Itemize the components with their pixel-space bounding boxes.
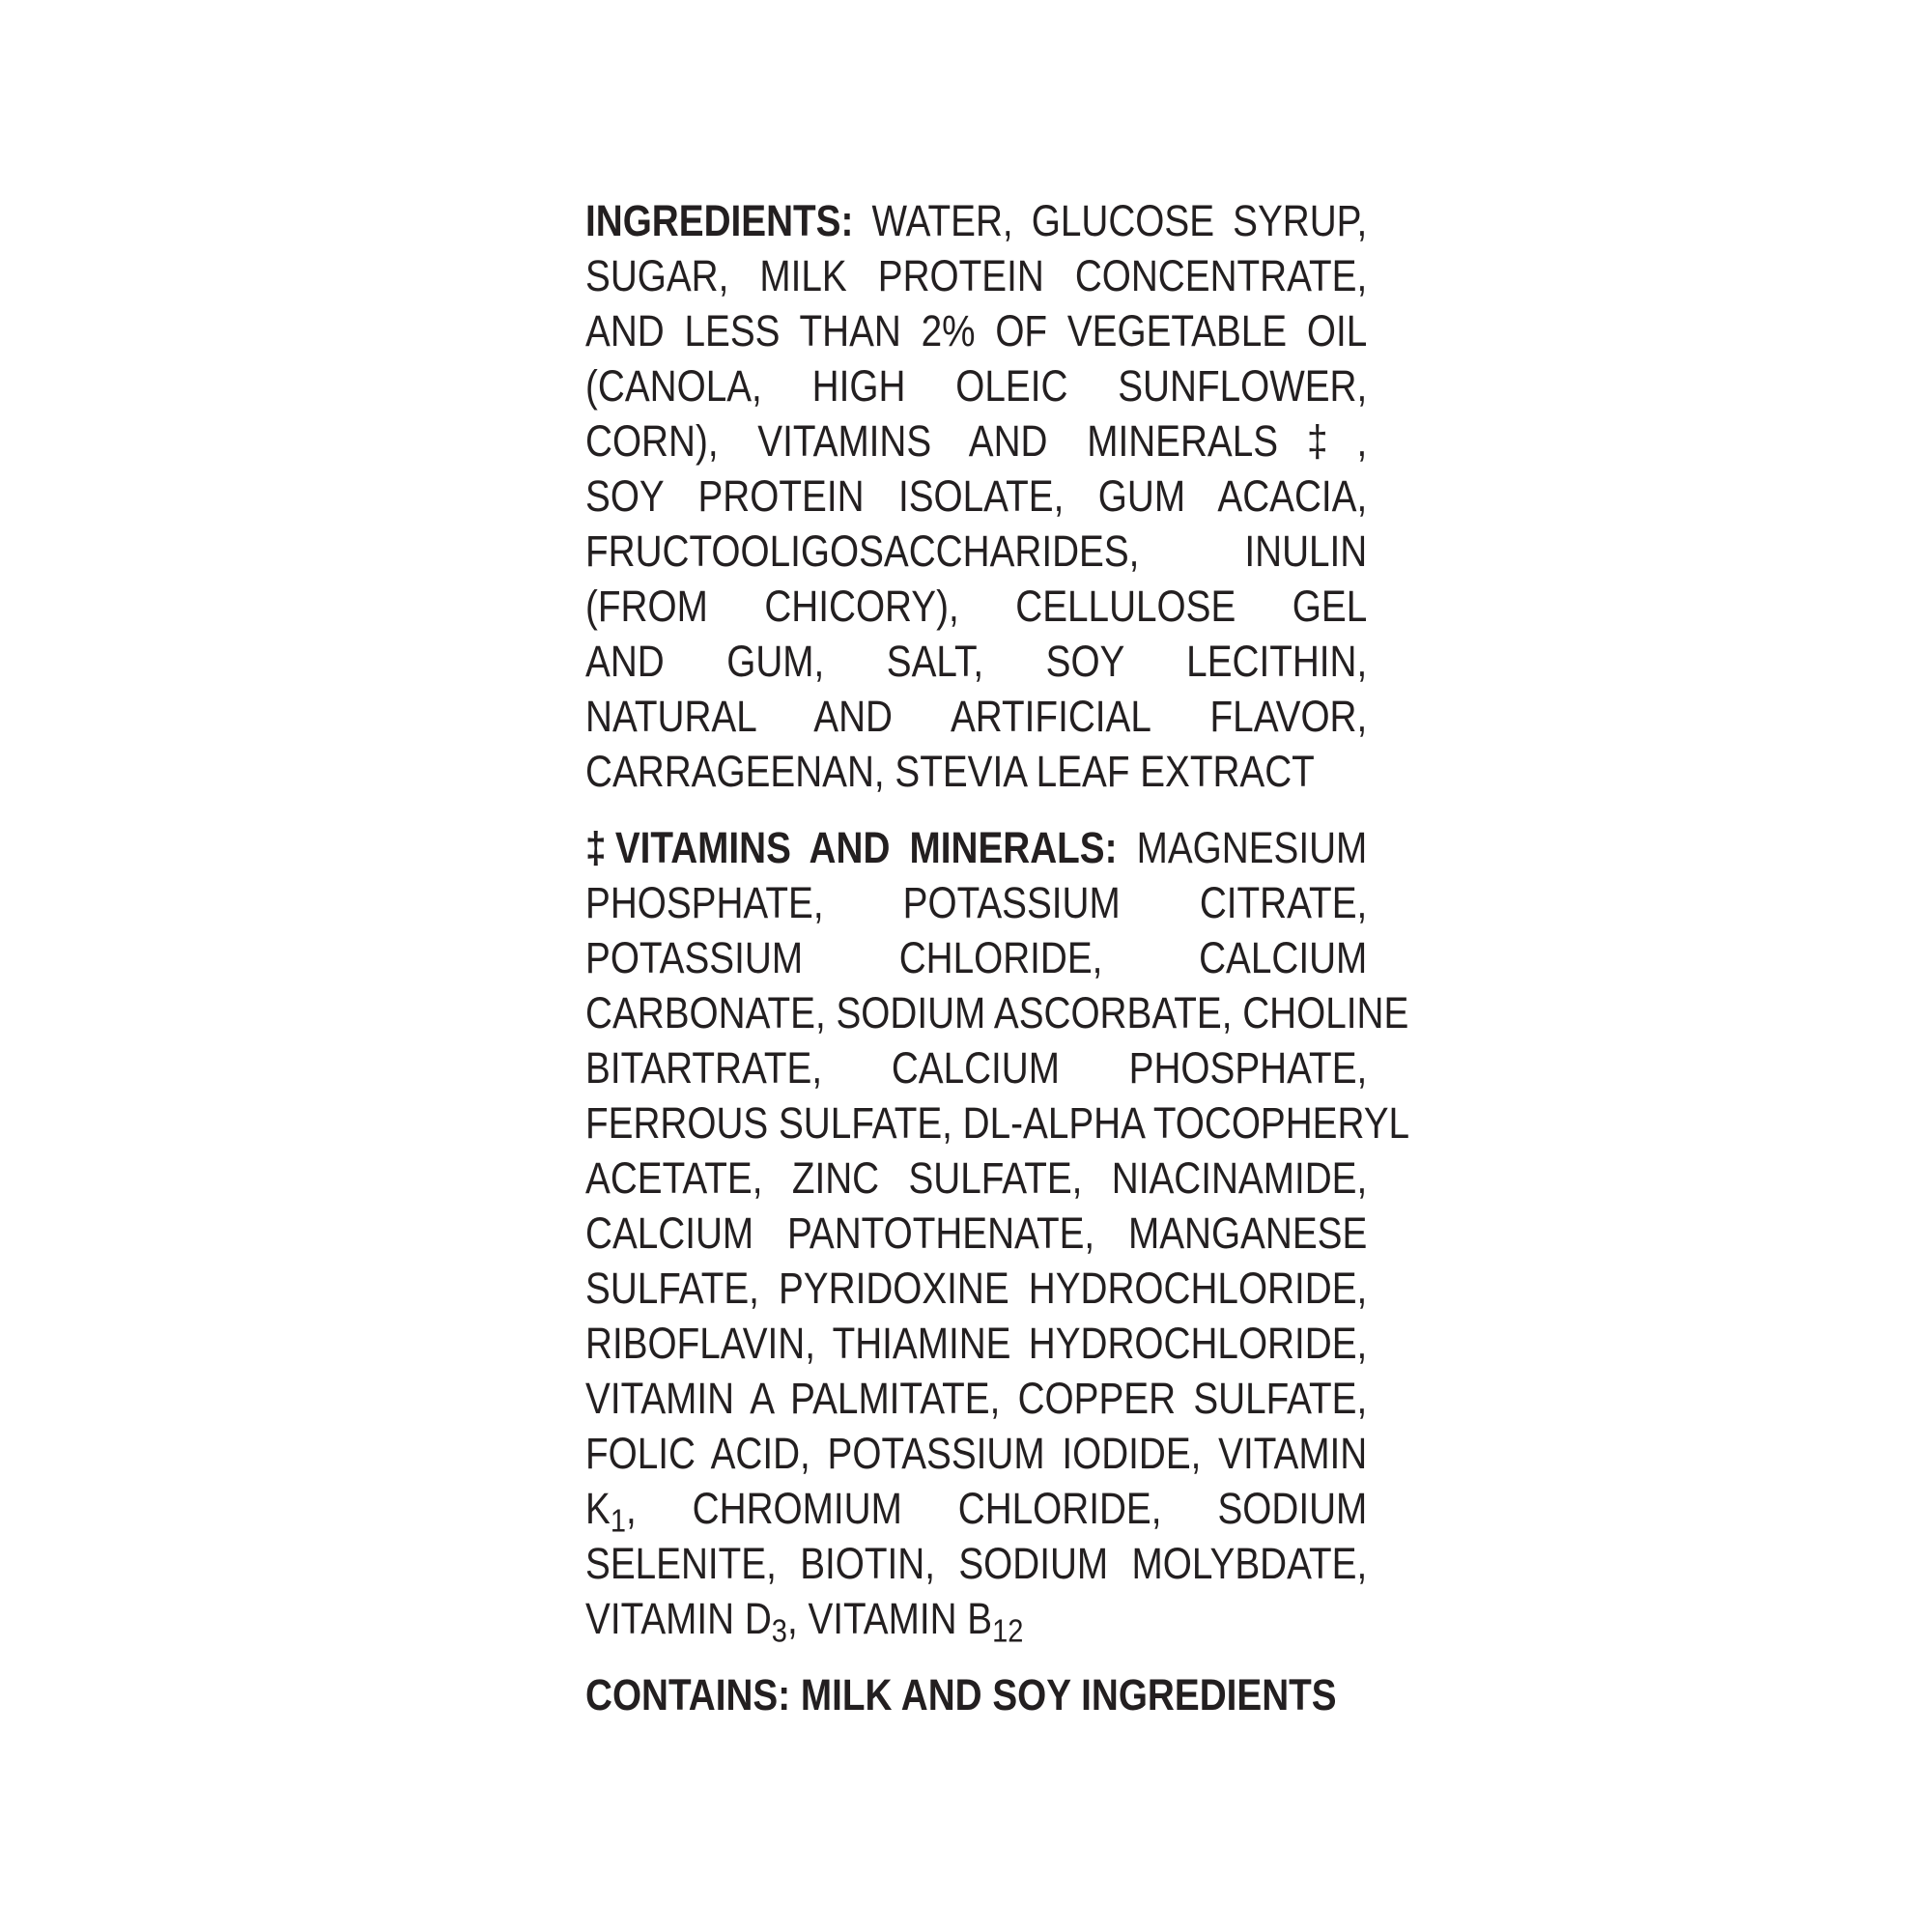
allergen-statement: CONTAINS: MILK AND SOY INGREDIENTS [585, 1670, 1337, 1719]
vitamins-line: SELENITE, BIOTIN, SODIUM MOLYBDATE, [585, 1539, 1368, 1588]
vitamins-line: $K_1$, CHROMIUM CHLORIDE, SODIUM [585, 1484, 1368, 1540]
vitamins-line: FERROUS SULFATE, DL-ALPHA TOCOPHERYL [585, 1098, 1410, 1148]
vitamins-line: VITAMIN $D_3$, VITAMIN $B_{12}$ [585, 1594, 1024, 1650]
vitamins-line: ACETATE, ZINC SULFATE, NIACINAMIDE, [585, 1153, 1368, 1203]
vitamins-line: ‡VITAMINS AND MINERALS: MAGNESIUM [585, 823, 1368, 872]
vitamins-heading: ‡VITAMINS AND MINERALS: [585, 823, 1118, 872]
ingredients-line: (FROM CHICORY), CELLULOSE GEL [585, 582, 1368, 631]
vitamins-line: RIBOFLAVIN, THIAMINE HYDROCHLORIDE, [585, 1319, 1368, 1368]
ingredients-line: SUGAR, MILK PROTEIN CONCENTRATE, [585, 251, 1368, 300]
vitamins-line: BITARTRATE, CALCIUM PHOSPHATE, [585, 1043, 1368, 1093]
ingredients-line: NATURAL AND ARTIFICIAL FLAVOR, [585, 692, 1368, 741]
vitamins-line: FOLIC ACID, POTASSIUM IODIDE, VITAMIN [585, 1429, 1368, 1478]
ingredients-line: FRUCTOOLIGOSACCHARIDES, INULIN [585, 526, 1368, 576]
vitamins-line: SULFATE, PYRIDOXINE HYDROCHLORIDE, [585, 1264, 1368, 1313]
ingredients-line: CARRAGEENAN, STEVIA LEAF EXTRACT [585, 747, 1315, 796]
vitamins-section [585, 820, 1410, 1650]
ingredients-line: CORN), VITAMINS AND MINERALS‡, [585, 416, 1368, 466]
section-spacer [585, 1646, 1368, 1667]
ingredients-line: (CANOLA, HIGH OLEIC SUNFLOWER, [585, 361, 1368, 411]
ingredients-section [585, 193, 1368, 799]
ingredients-line: AND GUM, SALT, SOY LECITHIN, [585, 637, 1368, 686]
ingredients-line: SOY PROTEIN ISOLATE, GUM ACACIA, [585, 471, 1368, 521]
ingredients-line: INGREDIENTS: WATER, GLUCOSE SYRUP, [585, 196, 1368, 245]
contains-section [585, 1667, 1368, 1722]
vitamins-line: CALCIUM PANTOTHENATE, MANGANESE [585, 1208, 1368, 1258]
ingredients-label [585, 193, 1410, 1722]
vitamins-line: VITAMIN A PALMITATE, COPPER SULFATE, [585, 1374, 1368, 1423]
vitamins-line: CARBONATE, SODIUM ASCORBATE, CHOLINE [585, 988, 1409, 1037]
vitamins-line: PHOSPHATE, POTASSIUM CITRATE, [585, 878, 1368, 927]
ingredients-heading: INGREDIENTS: [585, 196, 854, 245]
vitamins-line: POTASSIUM CHLORIDE, CALCIUM [585, 933, 1368, 982]
section-spacer [585, 799, 1368, 820]
ingredients-line: AND LESS THAN 2% OF VEGETABLE OIL [585, 306, 1368, 355]
